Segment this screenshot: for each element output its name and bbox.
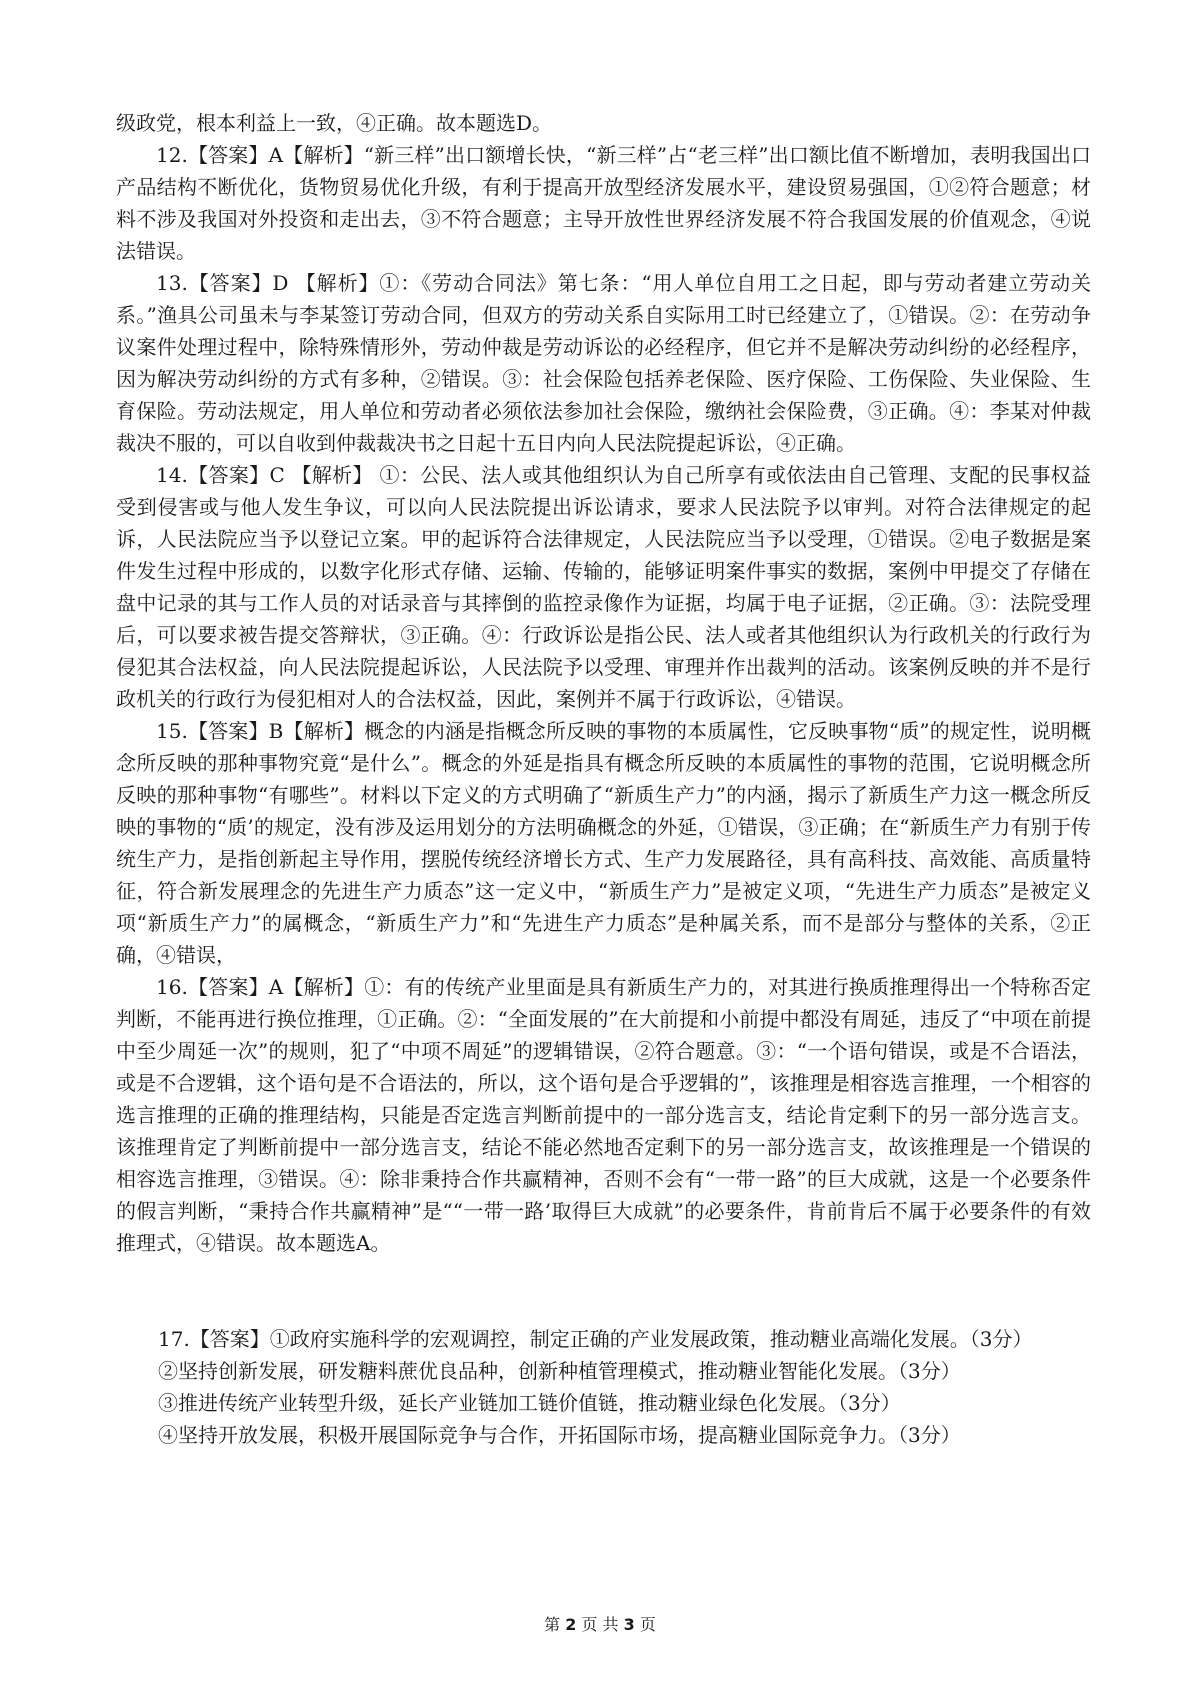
answer-17-line: ②坚持创新发展，研发糖料蔗优良品种，创新种植管理模式，推动糖业智能化发展。（3分） (158, 1359, 961, 1383)
footer-middle: 页 共 (581, 1615, 619, 1634)
answer-explanations (116, 107, 1091, 1451)
footer-prefix: 第 (544, 1615, 561, 1634)
answer-12: 12.【答案】A【解析】“新三样”出口额增长快，“新三样”占“老三样”出口额比值不断增加，表明我国出口产品结构不断优化，货物贸易优化升级，有利于提高开放型经济发展水平，建设贸易强国，①②符合题意；材料不涉及我国对外投资和走出去，③不符合题意；主导开放性世界经济发展不符合我国发展的价值观念，④说法错误。 (116, 143, 1091, 263)
footer-total-pages: 3 (623, 1615, 635, 1634)
answer-17-line: ④坚持开放发展，积极开展国际竞争与合作，开拓国际市场，提高糖业国际竞争力。（3分） (158, 1423, 961, 1447)
answer-15: 15.【答案】B【解析】概念的内涵是指概念所反映的事物的本质属性，它反映事物“质”的规定性，说明概念所反映的那种事物究竟“是什么”。概念的外延是指具有概念所反映的本质属性的事物的范围，它说明概念所反映的那种事物“有哪些”。材料以下定义的方式明确了“新质生产力”的内涵，揭示了新质生产力这一概念所反映的事物的“质’的规定，没有涉及运用划分的方法明确概念的外延，①错误，③正确；在“新质生产力有别于传统生产力，是指创新起主导作用，摆脱传统经济增长方式、生产力发展路径，具有高科技、高效能、高质量特征，符合新发展理念的先进生产力质态”这一定义中，“新质生产力”是被定义项，“先进生产力质态”是被定义项“新质生产力”的属概念，“新质生产力”和“先进生产力质态”是种属关系，而不是部分与整体的关系，②正确，④错误， (116, 719, 1091, 967)
answer-17 (116, 1323, 1091, 1451)
page-footer (0, 1612, 1200, 1635)
paragraph-continuation: 级政党，根本利益上一致，④正确。故本题选D。 (116, 111, 553, 135)
footer-page-number: 2 (565, 1615, 577, 1634)
footer-suffix: 页 (639, 1615, 656, 1634)
answer-17-line: ③推进传统产业转型升级，延长产业链加工链价值链，推动糖业绿色化发展。（3分） (158, 1391, 901, 1415)
answer-13: 13.【答案】D 【解析】①：《劳动合同法》第七条：“用人单位自用工之日起，即与劳动者建立劳动关系。”渔具公司虽未与李某签订劳动合同，但双方的劳动关系自实际用工时已经建立了，①错误。②：在劳动争议案件处理过程中，除特殊情形外，劳动仲裁是劳动诉讼的必经程序，但它并不是解决劳动纠纷的必经程序，因为解决劳动纠纷的方式有多种，②错误。③：社会保险包括养老保险、医疗保险、工伤保险、失业保险、生育保险。劳动法规定，用人单位和劳动者必须依法参加社会保险，缴纳社会保险费，③正确。④：李某对仲裁裁决不服的，可以自收到仲裁裁决书之日起十五日内向人民法院提起诉讼，④正确。 (116, 271, 1091, 455)
answer-17-line: 17.【答案】①政府实施科学的宏观调控，制定正确的产业发展政策，推动糖业高端化发展。（3分） (158, 1327, 1033, 1351)
section-gap (116, 1259, 1091, 1323)
answer-16: 16.【答案】A【解析】①：有的传统产业里面是具有新质生产力的，对其进行换质推理得出一个特称否定判断，不能再进行换位推理，①正确。②：“全面发展的”在大前提和小前提中都没有周延，违反了“中项在前提中至少周延一次”的规则，犯了“中项不周延”的逻辑错误，②符合题意。③：“一个语句错误，或是不合语法，或是不合逻辑，这个语句是不合语法的，所以，这个语句是合乎逻辑的”，该推理是相容选言推理，一个相容的选言推理的正确的推理结构，只能是否定选言判断前提中的一部分选言支，结论肯定剩下的另一部分选言支。该推理肯定了判断前提中一部分选言支，结论不能必然地否定剩下的另一部分选言支，故该推理是一个错误的相容选言推理，③错误。④：除非秉持合作共赢精神，否则不会有“一带一路”的巨大成就，这是一个必要条件的假言判断，“秉持合作共赢精神”是““一带一路’取得巨大成就”的必要条件，肯前肯后不属于必要条件的有效推理式，④错误。故本题选A。 (116, 975, 1091, 1255)
answer-14: 14.【答案】C 【解析】 ①：公民、法人或其他组织认为自己所享有或依法由自己管理、支配的民事权益受到侵害或与他人发生争议，可以向人民法院提出诉讼请求，要求人民法院予以审判。对符合法律规定的起诉，人民法院应当予以登记立案。甲的起诉符合法律规定，人民法院应当予以受理，①错误。②电子数据是案件发生过程中形成的，以数字化形式存储、运输、传输的，能够证明案件事实的数据，案例中甲提交了存储在盘中记录的其与工作人员的对话录音与其摔倒的监控录像作为证据，均属于电子证据，②正确。③：法院受理后，可以要求被告提交答辩状，③正确。④：行政诉讼是指公民、法人或者其他组织认为行政机关的行政行为侵犯其合法权益，向人民法院提起诉讼，人民法院予以受理、审理并作出裁判的活动。该案例反映的并不是行政机关的行政行为侵犯相对人的合法权益，因此，案例并不属于行政诉讼，④错误。 (116, 463, 1091, 711)
